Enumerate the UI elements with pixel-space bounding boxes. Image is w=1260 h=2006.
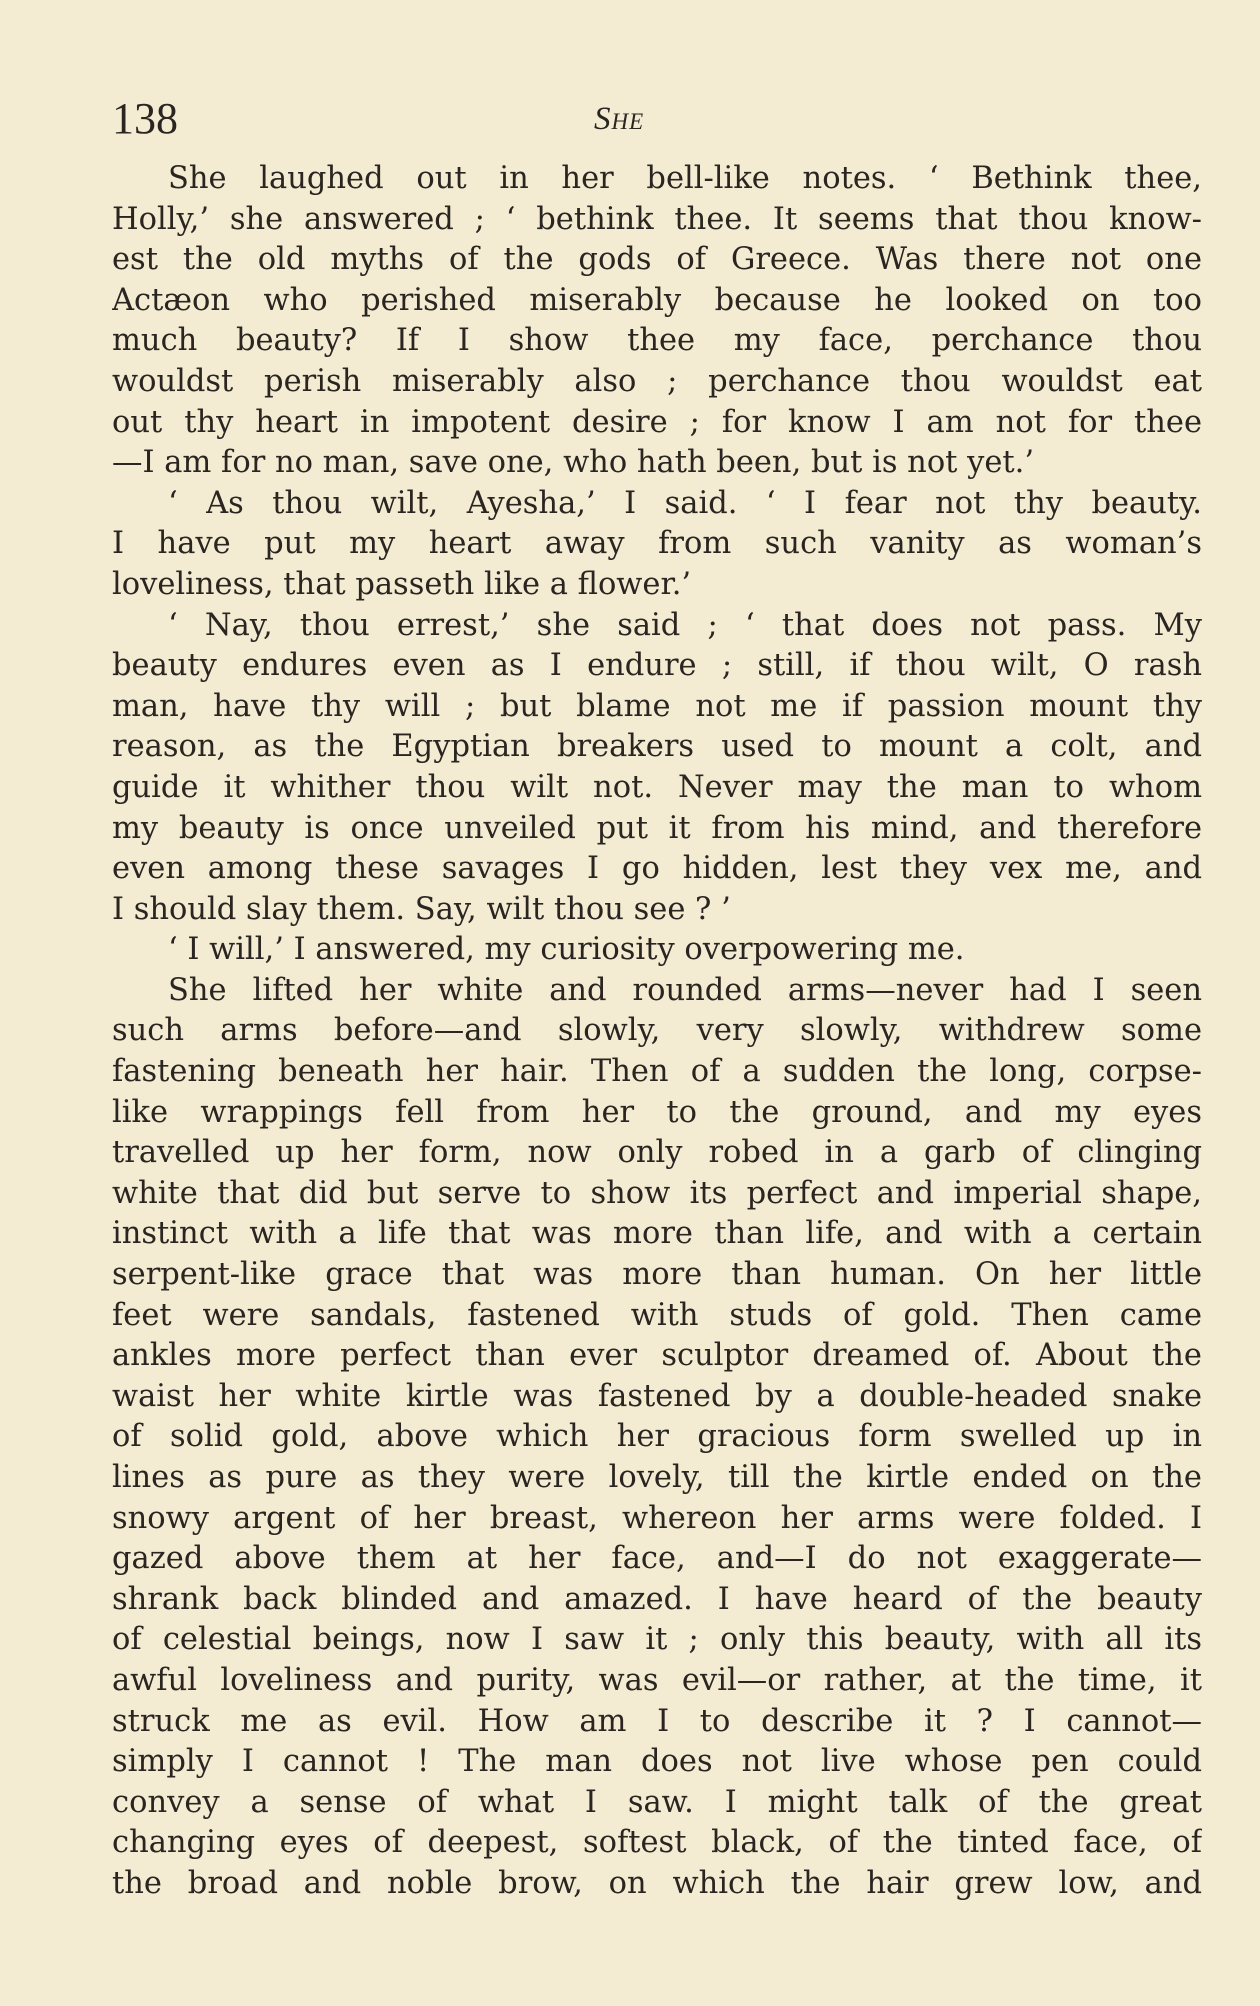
text-line: wouldst perish miserably also ; perchance thou wouldst eat [112,363,1202,399]
page-header [112,95,1202,143]
text-line: like wrappings fell from her to the ground, and my eyes [112,1094,1202,1130]
text-line: loveliness, that passeth like a flower.’ [112,566,692,602]
text-line: lines as pure as they were lovely, till the kirtle ended on the [112,1460,1202,1495]
text-line: awful loveliness and purity, was evil—or rather, at the time, it [112,1662,1202,1698]
text-line: I have put my heart away from such vanity as woman’s [112,526,1202,562]
text-line: —I am for no man, save one, who hath been, but is not yet.’ [112,445,1035,481]
text-line: of solid gold, above which her gracious form swelled up in [112,1419,1202,1455]
text-line: white that did but serve to show its perfect and imperial shape, [112,1175,1202,1211]
text-line: the broad and noble brow, on which the hair grew low, and [112,1865,1202,1901]
text-line: est the old myths of the gods of Greece. Was there not one [112,242,1202,278]
text-line: fastening beneath her hair. Then of a sudden the long, corpse- [112,1054,1202,1090]
text-line: out thy heart in impotent desire ; for know I am not for thee [112,404,1202,440]
text-line: struck me as evil. How am I to describe it ? I cannot— [112,1703,1202,1739]
text-line: ankles more perfect than ever sculptor dreamed of. About the [112,1338,1202,1374]
text-line: snowy argent of her breast, whereon her arms were folded. I [112,1500,1202,1536]
text-line: ‘ Nay, thou errest,’ she said ; ‘ that does not pass. My [168,607,1202,643]
text-line: man, have thy will ; but blame not me if passion mount thy [112,688,1202,724]
text-line: shrank back blinded and amazed. I have heard of the beauty [112,1581,1202,1617]
text-line: convey a sense of what I saw. I might talk of the great [112,1784,1202,1820]
text-line: ‘ As thou wilt, Ayesha,’ I said. ‘ I fear not thy beauty. [168,485,1202,521]
text-line: Holly,’ she answered ; ‘ bethink thee. It seems that thou know- [112,201,1202,237]
text-line: changing eyes of deepest, softest black, of the tinted face, of [112,1825,1202,1861]
text-line: feet were sandals, fastened with studs of gold. Then came [112,1297,1202,1333]
text-line: such arms before—and slowly, very slowly, withdrew some [112,1013,1202,1049]
text-line: beauty endures even as I endure ; still, if thou wilt, O rash [112,648,1202,684]
text-line: instinct with a life that was more than life, and with a certain [112,1216,1202,1252]
text-line: waist her white kirtle was fastened by a double-headed snake [112,1378,1202,1414]
text-line: Actæon who perished miserably because he looked on too [112,282,1202,318]
text-line: reason, as the Egyptian breakers used to mount a colt, and [112,729,1202,765]
text-line: She lifted her white and rounded arms—never had I seen [168,972,1202,1008]
text-line: much beauty? If I show thee my face, perchance thou [112,323,1202,359]
text-line: simply I cannot ! The man does not live whose pen could [112,1744,1202,1780]
body-text [112,159,1202,1905]
text-line: guide it whither thou wilt not. Never may the man to whom [112,769,1202,805]
text-line: travelled up her form, now only robed in a garb of clinging [112,1135,1202,1171]
text-line: ‘ I will,’ I answered, my curiosity overpowering me. [168,932,965,968]
text-line: even among these savages I go hidden, lest they vex me, and [112,851,1202,887]
text-line: gazed above them at her face, and—I do not exaggerate— [112,1541,1202,1577]
text-line: my beauty is once unveiled put it from his mind, and therefore [112,810,1202,846]
running-title: She [594,101,645,137]
text-line: of celestial beings, now I saw it ; only this beauty, with all its [112,1622,1202,1658]
page-number: 138 [112,94,178,143]
text-line: I should slay them. Say, wilt thou see ? ’ [112,891,731,927]
text-line: serpent-like grace that was more than human. On her little [112,1257,1202,1293]
text-line: She laughed out in her bell-like notes. ‘ Bethink thee, [168,161,1202,196]
